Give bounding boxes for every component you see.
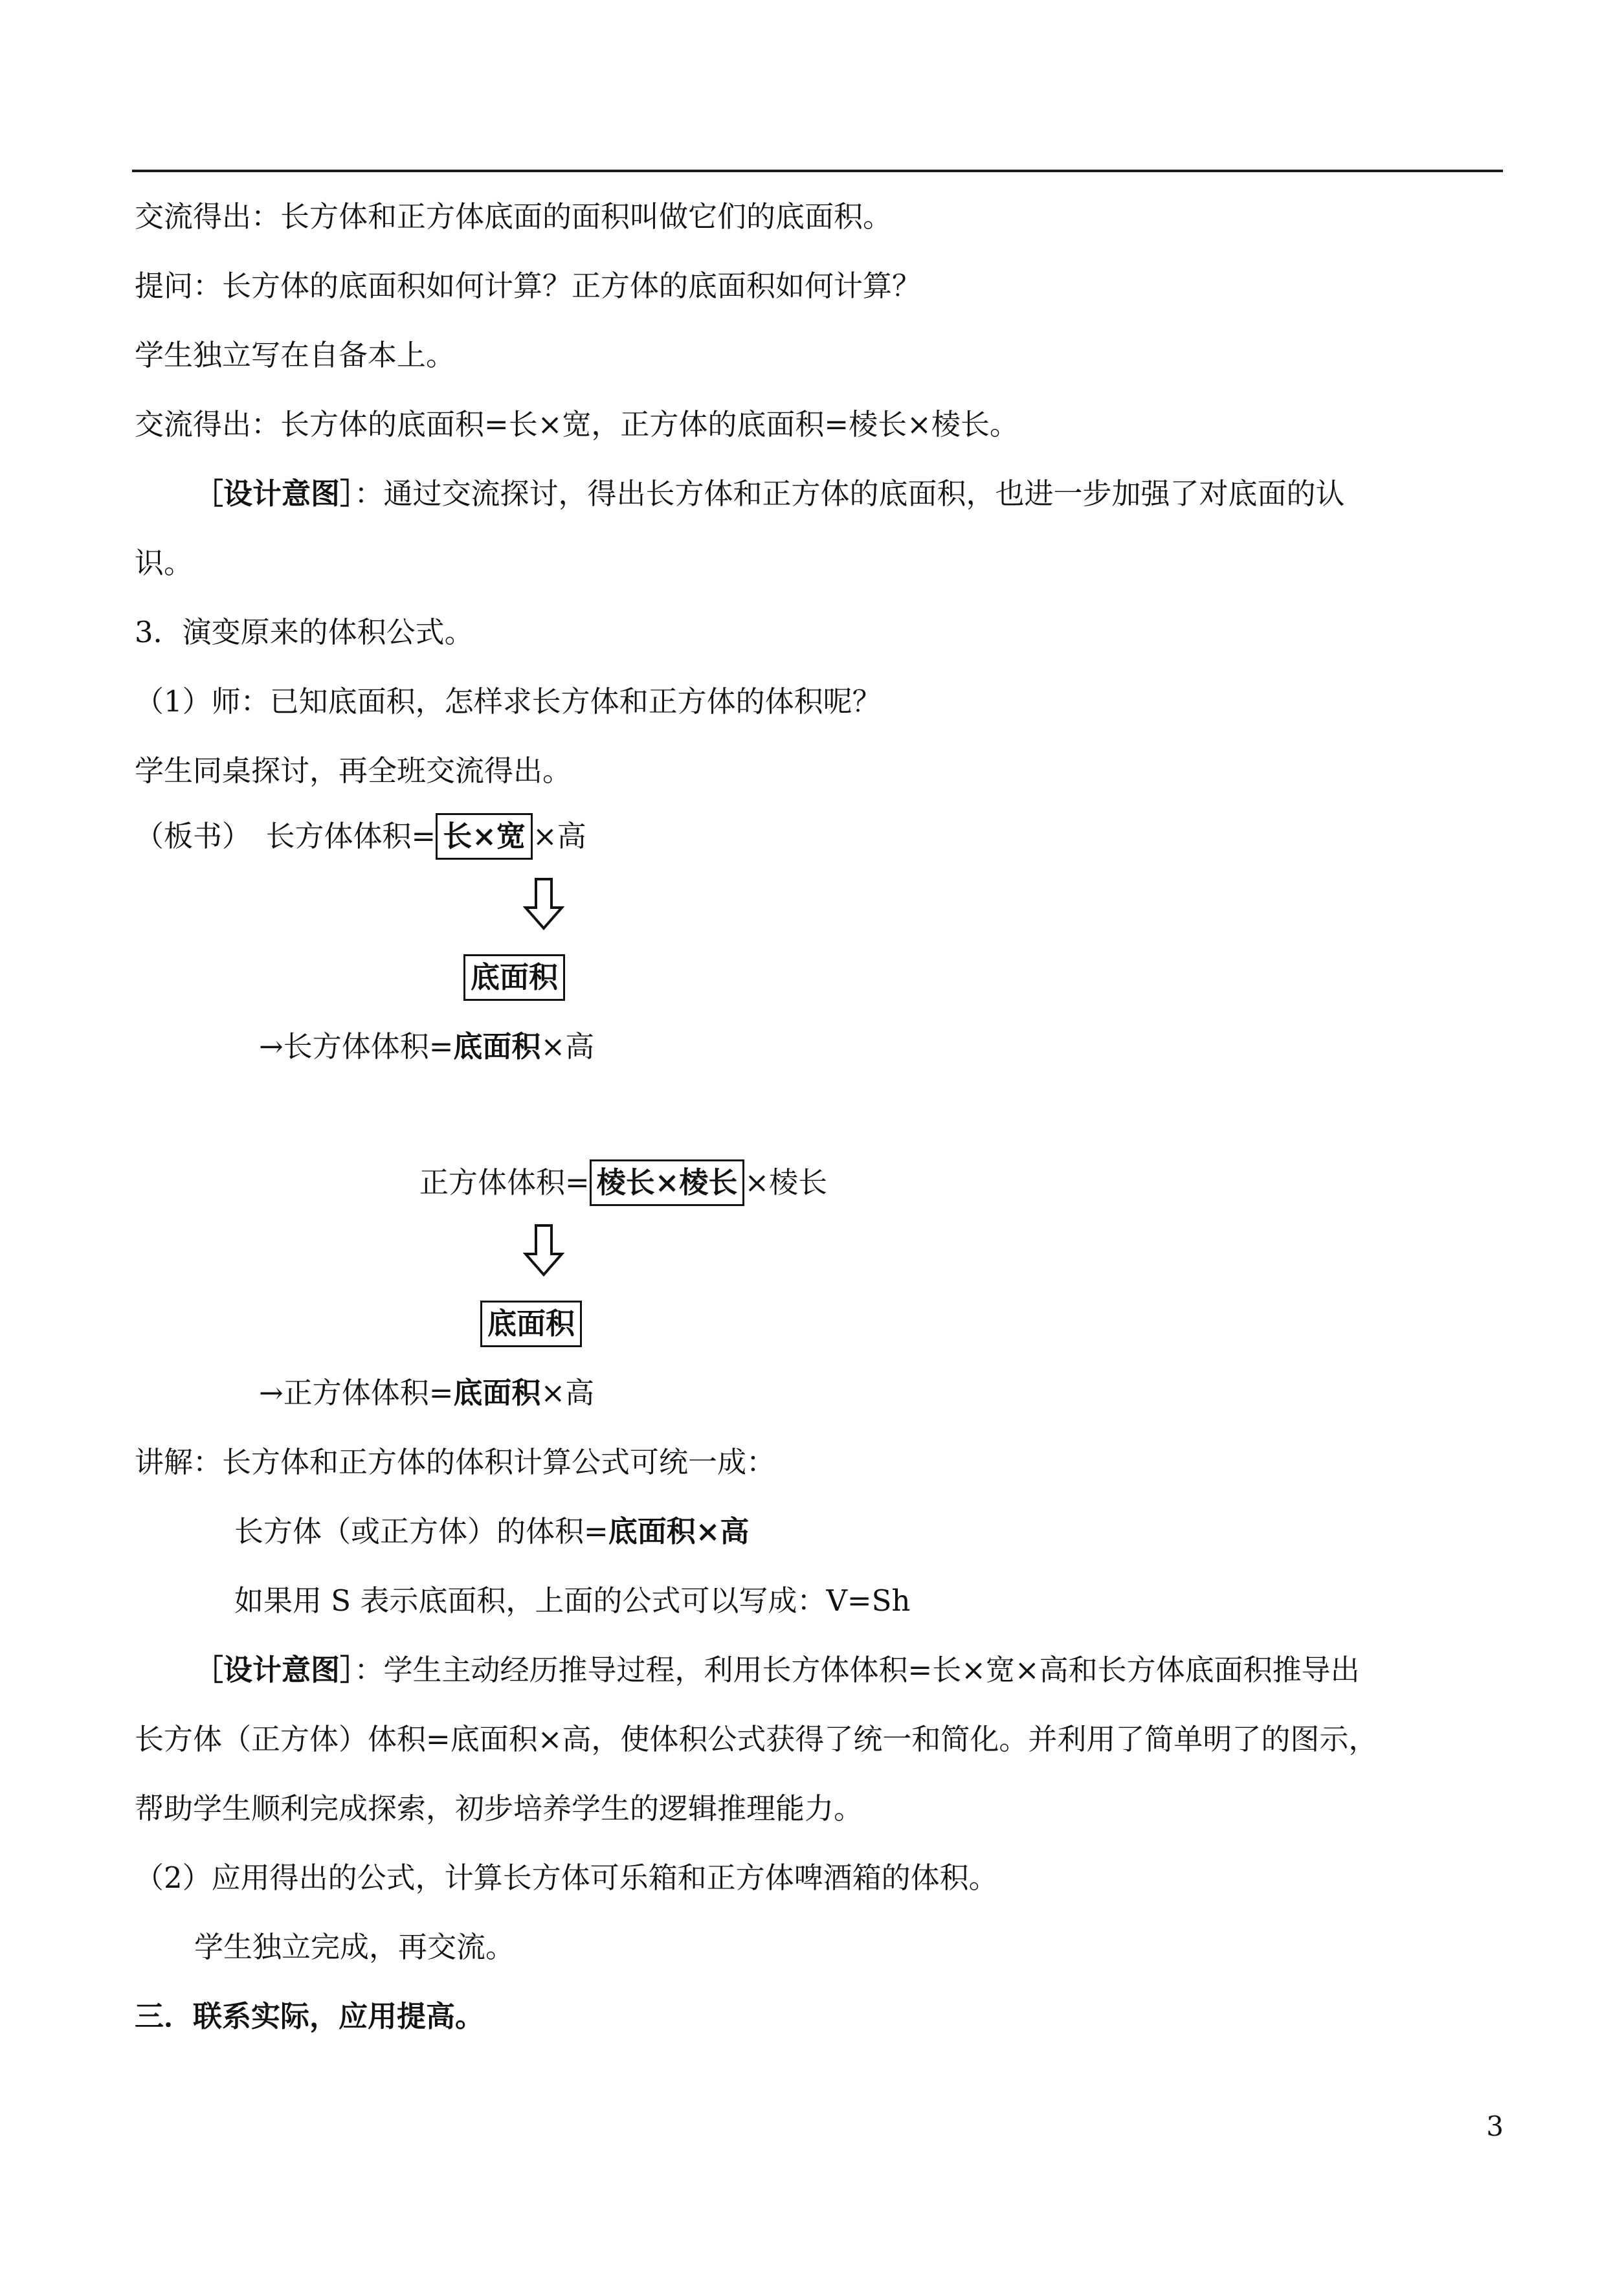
formula-suffix: ×高 (540, 1376, 595, 1410)
design-intent-line (194, 475, 1345, 513)
section-heading: 三．联系实际，应用提高。 (135, 1999, 485, 2033)
boxed-term: 底面积 (480, 1301, 582, 1347)
formula-text: →正方体体积= (259, 1376, 454, 1410)
paragraph-line: （1）师：已知底面积，怎样求长方体和正方体的体积呢？ (135, 684, 882, 719)
down-arrow-icon (523, 878, 564, 931)
down-arrow-icon (523, 1224, 564, 1277)
paragraph-line: 交流得出：长方体的底面积=长×宽，正方体的底面积=棱长×棱长。 (135, 407, 1019, 442)
boxed-term: 长×宽 (436, 813, 533, 860)
design-intent-text: ：学生主动经历推导过程，利用长方体体积=长×宽×高和长方体底面积推导出 (354, 1653, 1360, 1687)
boxed-term: 棱长×棱长 (590, 1159, 745, 1206)
formula-bold: 底面积 (453, 1376, 541, 1410)
formula-text: →长方体体积= (259, 1029, 454, 1064)
header-rule (132, 170, 1503, 172)
paragraph-line: 学生独立写在自备本上。 (135, 338, 456, 372)
paragraph-line: 讲解：长方体和正方体的体积计算公式可统一成： (135, 1445, 776, 1479)
design-intent-label: ［设计意图］ (194, 476, 355, 511)
board-formula-cube (419, 1159, 827, 1206)
paragraph-line: 帮助学生顺利完成探索，初步培养学生的逻辑推理能力。 (135, 1791, 863, 1826)
design-intent-line (194, 1651, 1360, 1690)
paragraph-line: （2）应用得出的公式，计算长方体可乐箱和正方体啤酒箱的体积。 (135, 1861, 998, 1895)
board-result-cuboid (463, 954, 565, 1001)
board-prefix: （板书） 长方体体积= (135, 819, 436, 853)
board-formula-cuboid (135, 813, 586, 860)
paragraph-line: 交流得出：长方体和正方体底面的面积叫做它们的底面积。 (135, 199, 893, 234)
formula-suffix: ×高 (540, 1029, 595, 1064)
paragraph-line: 提问：长方体的底面积如何计算？正方体的底面积如何计算？ (135, 269, 922, 303)
design-intent-text: ：通过交流探讨，得出长方体和正方体的底面积，也进一步加强了对底面的认 (354, 476, 1345, 511)
design-intent-label: ［设计意图］ (194, 1653, 355, 1687)
paragraph-line: 学生独立完成，再交流。 (194, 1930, 515, 1964)
paragraph-line: 长方体（正方体）体积=底面积×高，使体积公式获得了统一和简化。并利用了简单明了的图示， (135, 1722, 1378, 1756)
formula-bold: 底面积×高 (608, 1514, 750, 1549)
formula-text: 长方体（或正方体）的体积= (234, 1514, 608, 1549)
section-heading: 3．演变原来的体积公式。 (135, 615, 474, 649)
paragraph-line: 学生同桌探讨，再全班交流得出。 (135, 754, 572, 788)
board-result-cube (480, 1301, 582, 1347)
board-derived-formula (259, 1027, 594, 1066)
board-prefix: 正方体体积= (419, 1165, 590, 1200)
board-suffix: ×高 (532, 819, 586, 853)
paragraph-line: 识。 (135, 546, 194, 580)
boxed-term: 底面积 (463, 954, 565, 1001)
board-derived-formula (259, 1374, 594, 1413)
unified-formula (234, 1512, 749, 1551)
paragraph-line: 如果用 S 表示底面积，上面的公式可以写成：V=Sh (234, 1583, 911, 1618)
board-suffix: ×棱长 (744, 1165, 828, 1200)
page-number: 3 (1486, 2110, 1504, 2142)
formula-bold: 底面积 (453, 1029, 541, 1064)
